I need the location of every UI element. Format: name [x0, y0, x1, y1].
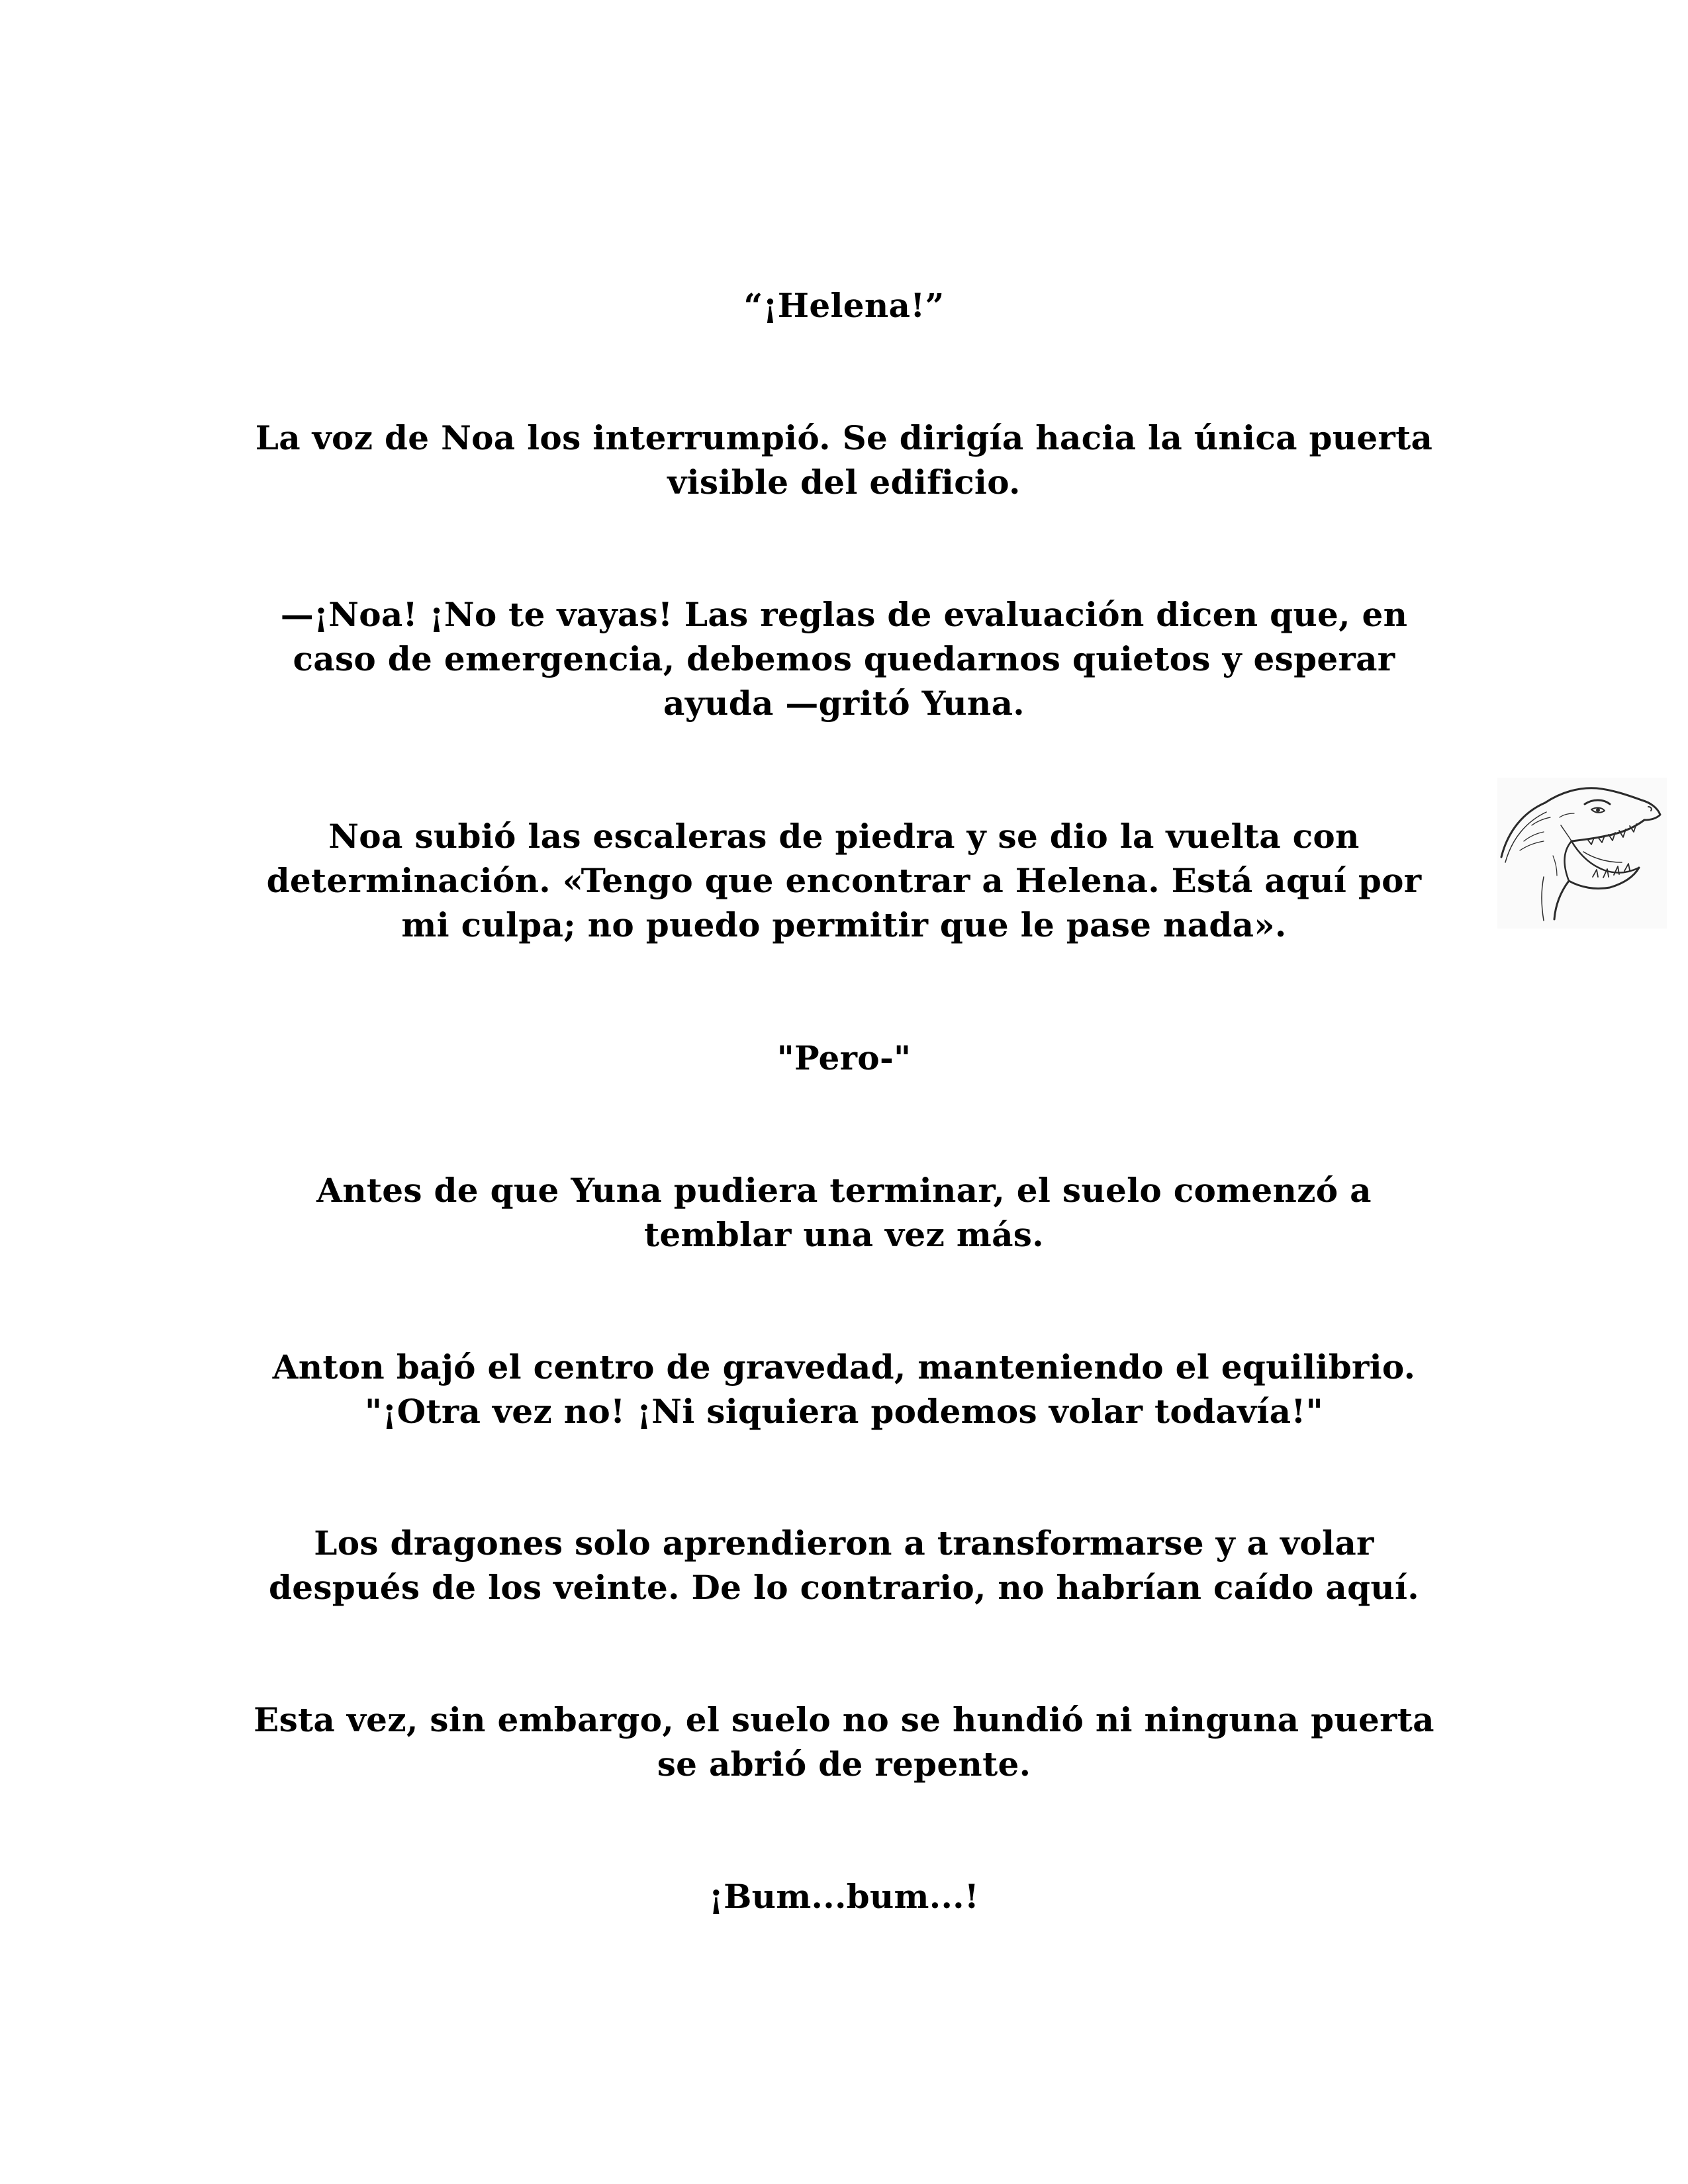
paragraph-line: después de los veinte. De lo contrario, no habrían caído aquí.: [268, 1568, 1419, 1607]
paragraph-line: Noa subió las escaleras de piedra y se dio la vuelta con: [328, 817, 1360, 856]
dinosaur-head-sketch-icon: [1497, 778, 1667, 929]
paragraph-line: caso de emergencia, debemos quedarnos quietos y esperar: [293, 639, 1395, 678]
paragraph-line: mi culpa; no puedo permitir que le pase nada».: [401, 905, 1287, 944]
paragraph-line: Los dragones solo aprendieron a transformarse y a volar: [314, 1524, 1374, 1563]
paragraph-2: [199, 416, 1489, 504]
paragraph-line: “¡Helena!”: [743, 286, 945, 325]
paragraph-10: [199, 1874, 1489, 1919]
paragraph-line: ¡Bum...bum...!: [708, 1877, 980, 1916]
paragraph-line: —¡Noa! ¡No te vayas! Las reglas de evaluación dicen que, en: [280, 595, 1408, 634]
paragraph-line: "Pero-": [776, 1038, 912, 1077]
paragraph-line: ayuda —gritó Yuna.: [663, 684, 1025, 723]
paragraph-9: [199, 1698, 1489, 1786]
paragraph-3: [199, 592, 1489, 725]
paragraph-5: [199, 1036, 1489, 1080]
paragraph-7: [199, 1345, 1489, 1433]
paragraph-4: [199, 814, 1489, 947]
paragraph-line: temblar una vez más.: [644, 1215, 1044, 1254]
paragraph-8: [199, 1521, 1489, 1610]
paragraph-line: La voz de Noa los interrumpió. Se dirigía hacia la única puerta: [255, 418, 1433, 457]
paragraph-line: visible del edificio.: [667, 463, 1021, 502]
paragraph-1: [199, 283, 1489, 328]
paragraph-line: Esta vez, sin embargo, el suelo no se hundió ni ninguna puerta: [254, 1700, 1434, 1739]
paragraph-line: determinación. «Tengo que encontrar a Helena. Está aquí por: [266, 861, 1422, 900]
paragraph-6: [199, 1168, 1489, 1257]
paragraph-line: Anton bajó el centro de gravedad, manteniendo el equilibrio.: [272, 1347, 1416, 1387]
paragraph-line: se abrió de repente.: [657, 1745, 1031, 1784]
paragraph-line: Antes de que Yuna pudiera terminar, el suelo comenzó a: [316, 1171, 1372, 1210]
paragraph-line: "¡Otra vez no! ¡Ni siquiera podemos volar todavía!": [365, 1392, 1323, 1431]
